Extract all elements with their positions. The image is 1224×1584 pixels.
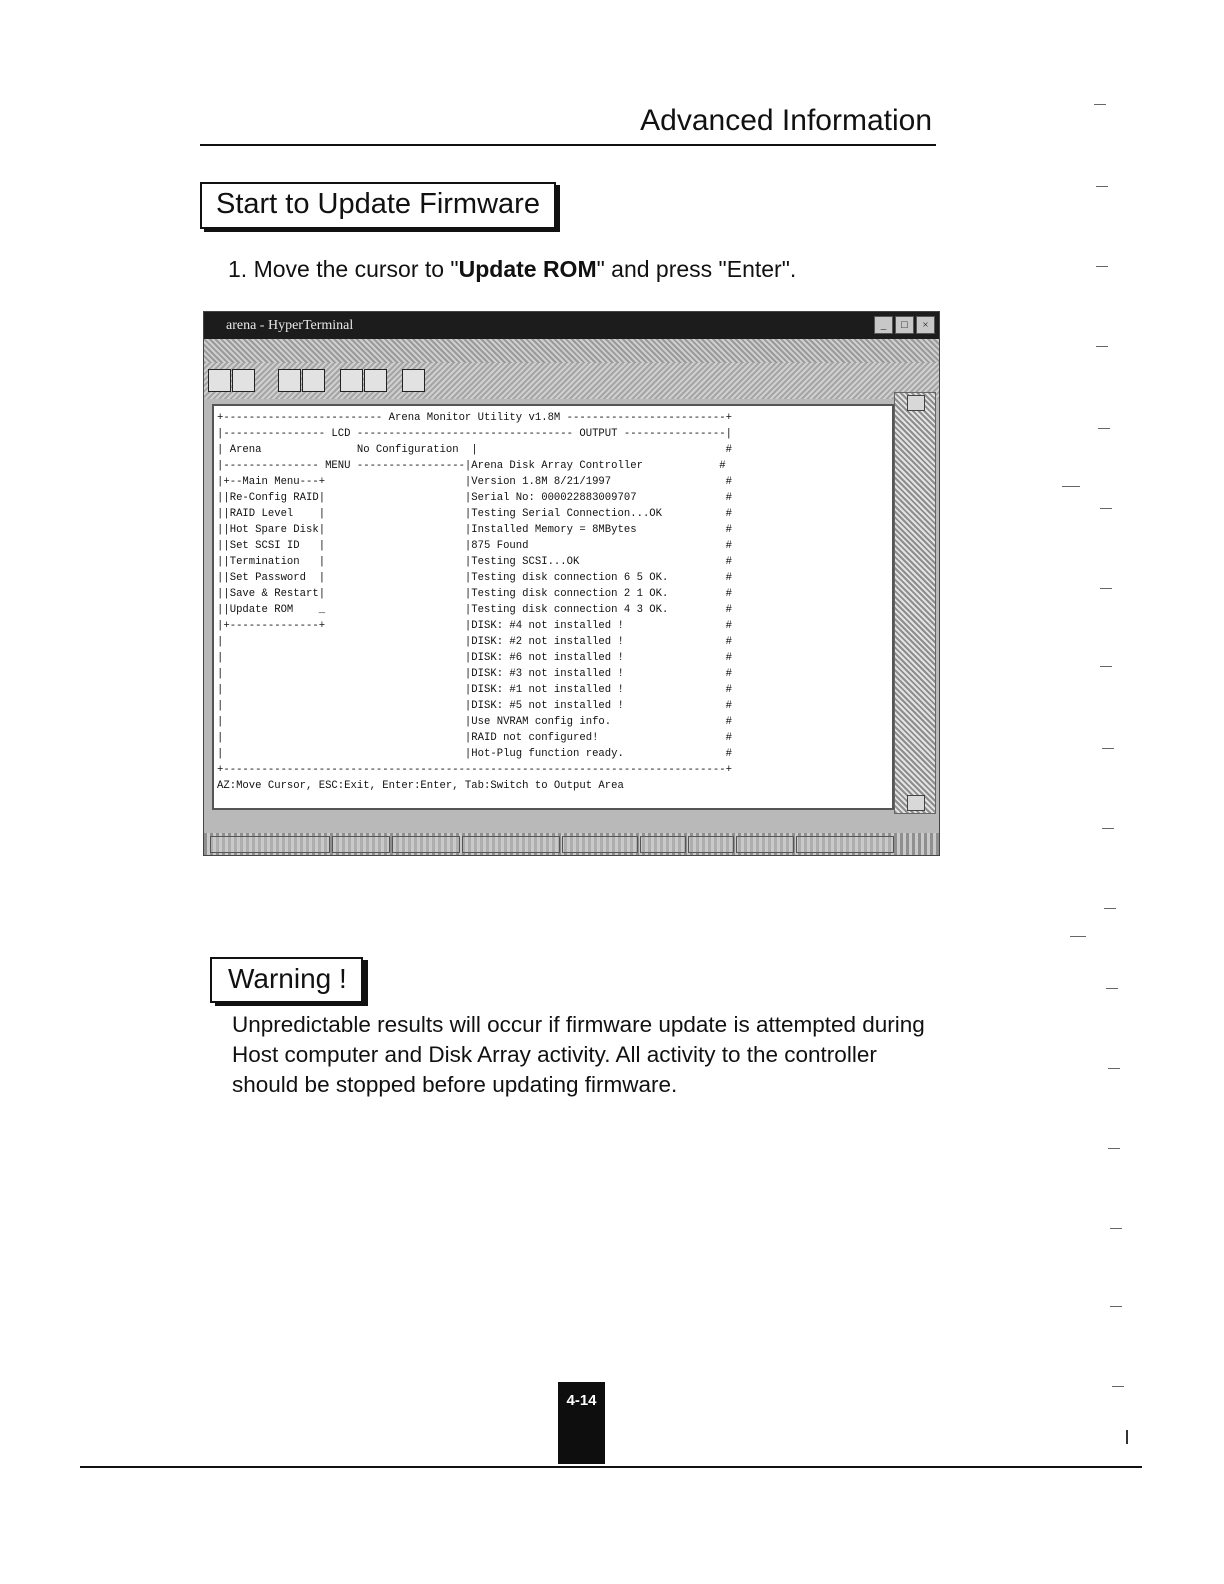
status-cell xyxy=(210,836,330,853)
window-titlebar[interactable] xyxy=(204,312,939,339)
warning-text: Unpredictable results will occur if firmware update is attempted during Host computer and Disk Array activity. All activity to the controller should be stopped before updating firmware. xyxy=(232,1012,925,1097)
send-icon[interactable] xyxy=(340,369,363,392)
menu-bar[interactable] xyxy=(204,339,939,363)
section-title: Start to Update Firmware xyxy=(200,182,556,229)
status-cell xyxy=(688,836,734,853)
step-target: Update ROM xyxy=(458,256,597,282)
new-icon[interactable] xyxy=(208,369,231,392)
step-text-before: Move the cursor to " xyxy=(253,256,459,282)
scroll-down-icon[interactable] xyxy=(907,795,925,811)
terminal-output: +------------------------- Arena Monitor Utility v1.8M -------------------------+ |---------------- LCD ---------------------------------- OUTPUT ----------------| | Arena No Configuration | # |--------------- MENU -----------------|Arena Disk Array Controller # |+--Main Menu---+ |Version 1.8M 8/21/1997 # ||Re-Config RAID| |Serial No: 000022883009707 # ||RAID Level | |Testing Serial Connection...OK # ||Hot Spare Disk| |Installed Memory = 8MBytes # ||Set SCSI ID | |875 Found # ||Termination | |Testing SCSI...OK # ||Set Password | |Testing disk connection 6 5 OK. # ||Save & Restart| |Testing disk connection 2 1 OK. # ||Update ROM _ |Testing disk connection 4 3 OK. # |+--------------+ |DISK: #4 not installed ! # | |DISK: #2 not installed ! # | |DISK: #6 not installed ! # | |DISK: #3 not installed ! # | |DISK: #1 not installed ! # | |DISK: #5 not installed ! # | |Use NVRAM config info. # | |RAID not configured! # | |Hot-Plug function ready. # +-------------------------------------------------------------------------------+ AZ:Move Cursor, ESC:Exit, Enter:Enter, Tab:Switch to Output Area xyxy=(217,412,732,792)
status-cell xyxy=(736,836,794,853)
toolbar xyxy=(204,363,939,399)
page-number: 4-14 xyxy=(558,1382,605,1464)
close-button[interactable]: × xyxy=(916,316,935,334)
status-cell xyxy=(462,836,560,853)
disconnect-icon[interactable] xyxy=(302,369,325,392)
status-cell xyxy=(640,836,686,853)
status-bar xyxy=(204,833,939,855)
properties-icon[interactable] xyxy=(402,369,425,392)
step-text-after: " and press "Enter". xyxy=(596,256,797,282)
scroll-up-icon[interactable] xyxy=(907,395,925,411)
status-cell xyxy=(392,836,460,853)
minimize-button[interactable]: _ xyxy=(874,316,893,334)
window-title: arena - HyperTerminal xyxy=(226,318,354,333)
open-icon[interactable] xyxy=(232,369,255,392)
receive-icon[interactable] xyxy=(364,369,387,392)
warning-title: Warning ! xyxy=(210,957,363,1003)
vertical-scrollbar[interactable] xyxy=(894,392,936,814)
running-header: Advanced Information xyxy=(640,104,932,137)
hyperterminal-window xyxy=(203,311,940,856)
status-cell xyxy=(796,836,894,853)
status-cell xyxy=(562,836,638,853)
terminal-area[interactable] xyxy=(212,404,894,810)
window-controls xyxy=(874,316,935,334)
maximize-button[interactable]: □ xyxy=(895,316,914,334)
step-instruction xyxy=(228,256,796,283)
status-cell xyxy=(332,836,390,853)
step-number: 1. xyxy=(228,256,248,282)
footer-rule xyxy=(80,1466,1142,1468)
connect-icon[interactable] xyxy=(278,369,301,392)
header-rule xyxy=(200,144,936,146)
